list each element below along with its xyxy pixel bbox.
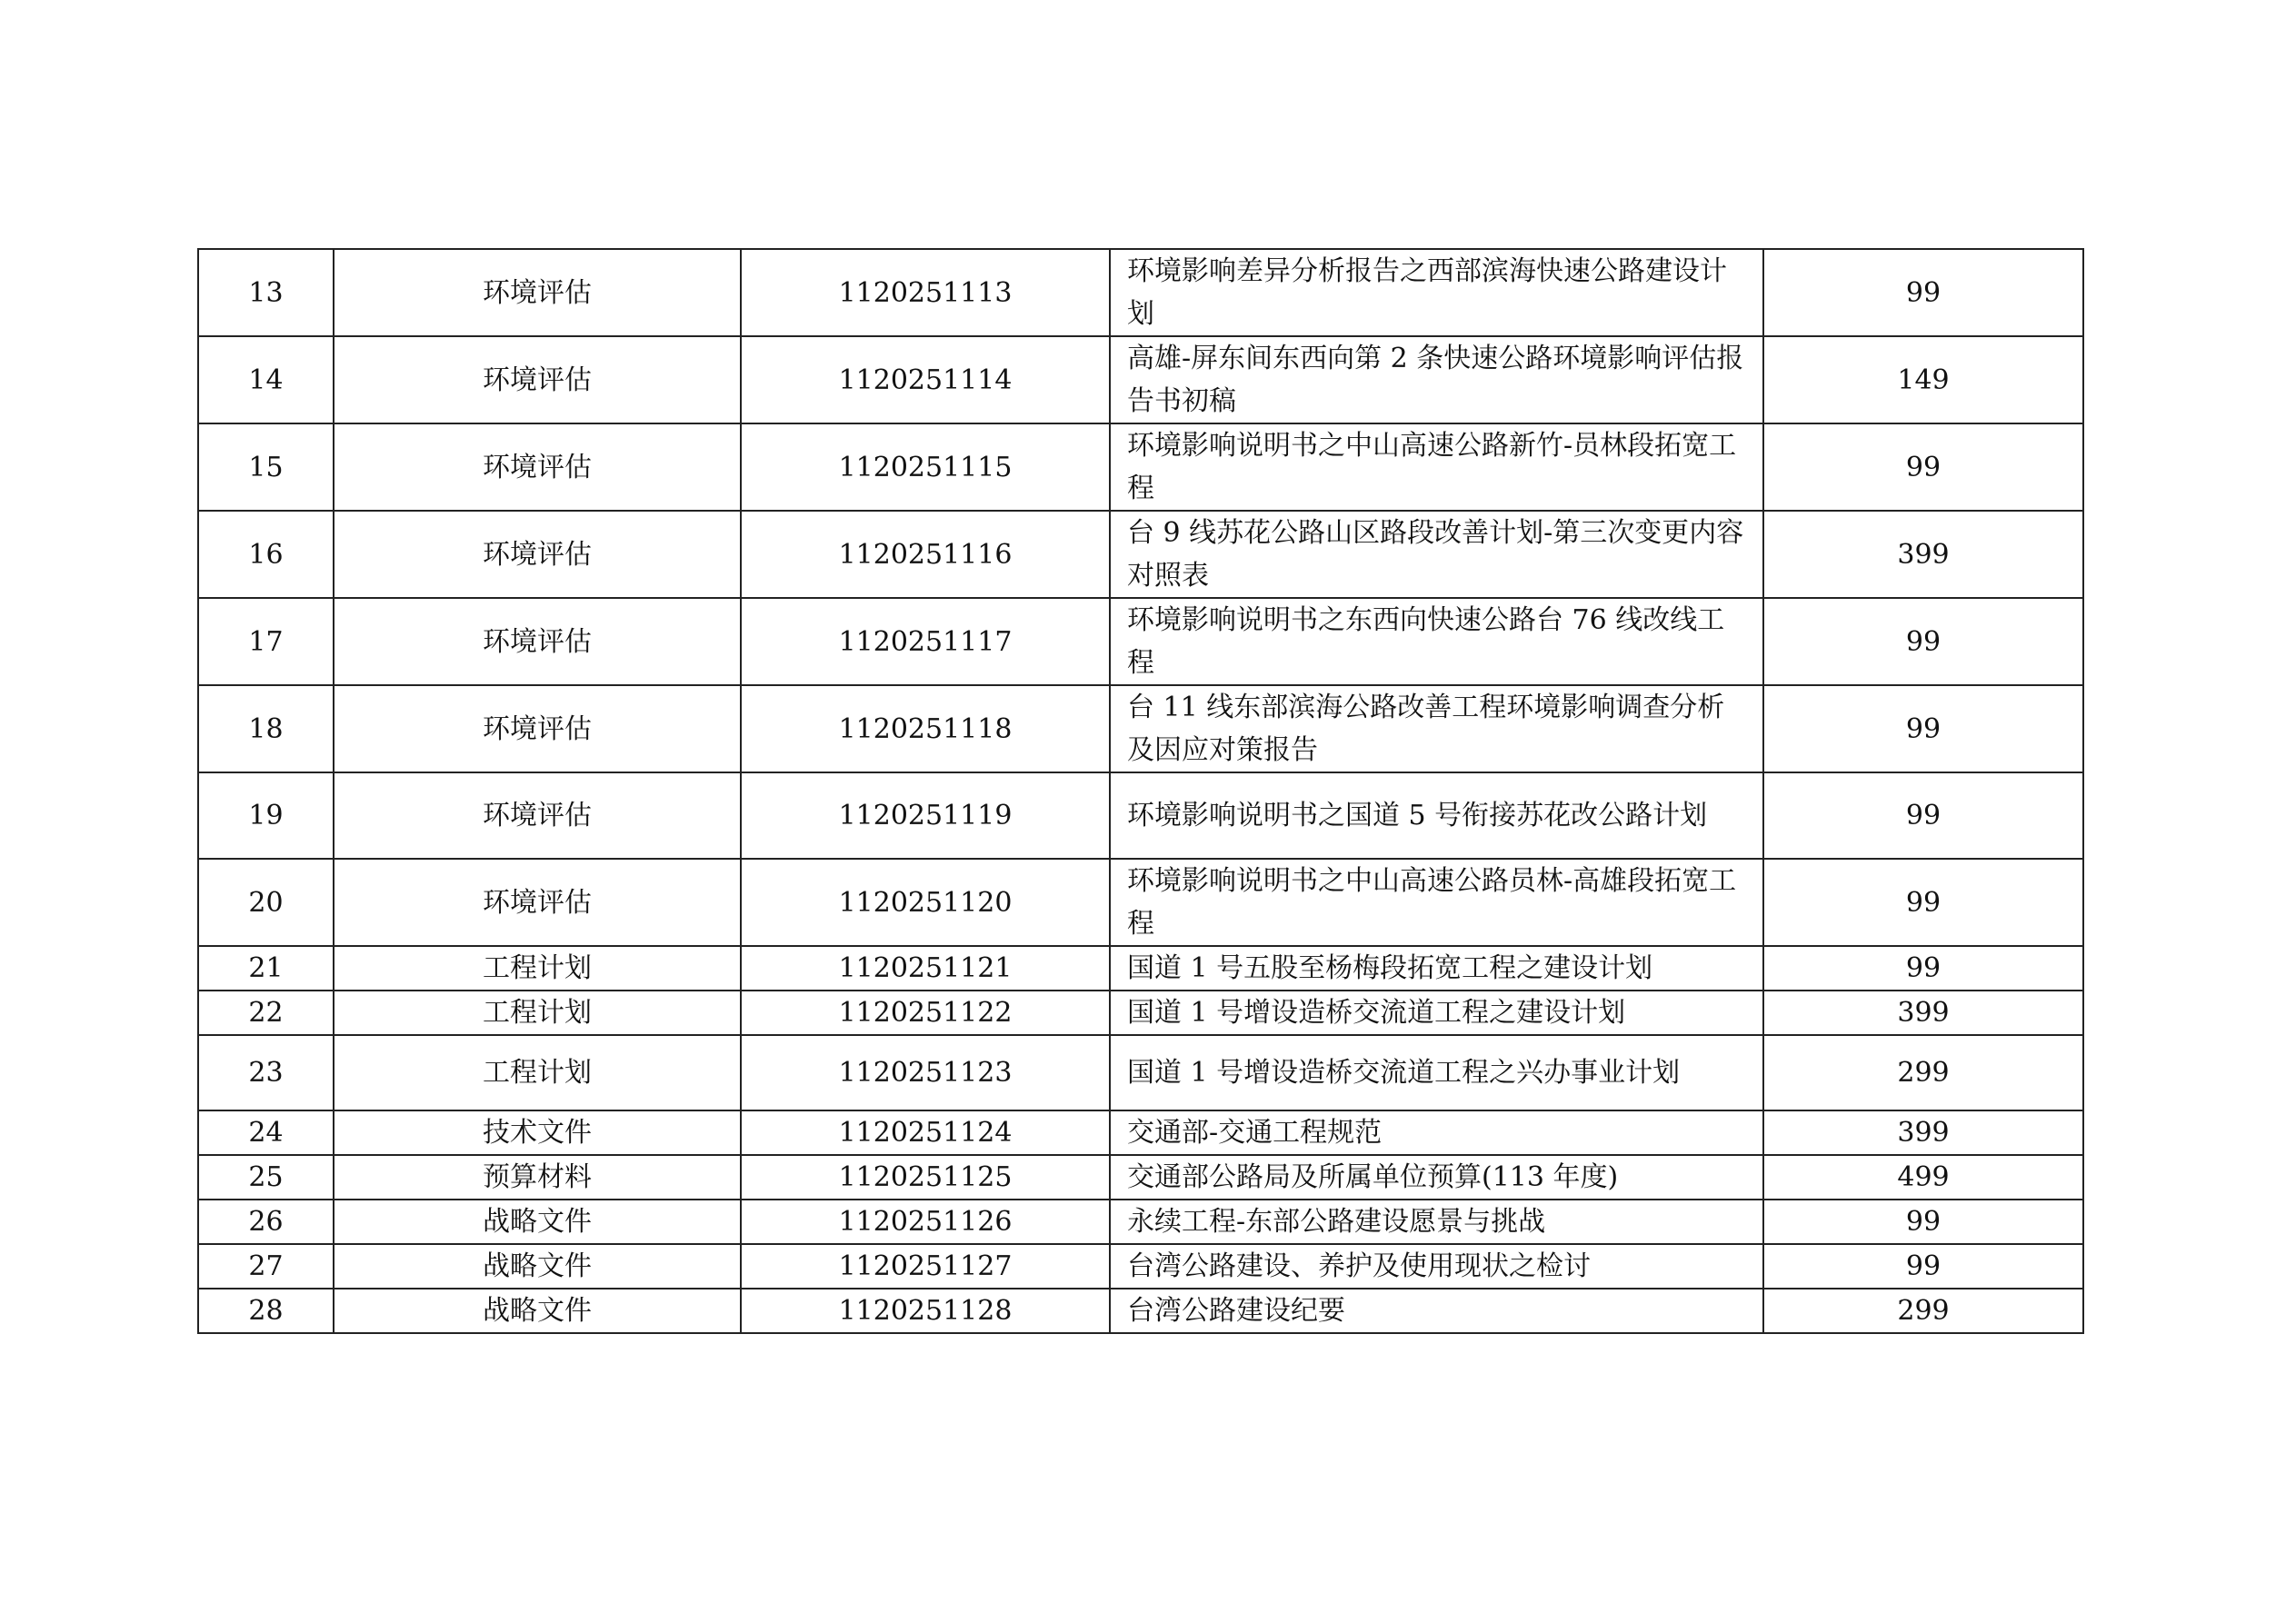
item-code-cell: 1120251114: [741, 336, 1110, 423]
price-cell: 299: [1763, 1289, 2083, 1333]
item-code-cell: 1120251121: [741, 946, 1110, 991]
category-cell: 环境评估: [334, 598, 741, 685]
table-body: [198, 249, 2083, 1333]
table-row: [198, 336, 2083, 423]
document-title-cell: 环境影响说明书之东西向快速公路台 76 线改线工程: [1110, 598, 1763, 685]
table-row: [198, 772, 2083, 859]
row-number-cell: 22: [198, 991, 334, 1035]
row-number-cell: 27: [198, 1244, 334, 1289]
row-number-cell: 24: [198, 1110, 334, 1155]
category-cell: 环境评估: [334, 859, 741, 946]
price-cell: 99: [1763, 598, 2083, 685]
document-title-cell: 台湾公路建设、养护及使用现状之检讨: [1110, 1244, 1763, 1289]
item-code-cell: 1120251128: [741, 1289, 1110, 1333]
price-cell: 99: [1763, 772, 2083, 859]
row-number-cell: 21: [198, 946, 334, 991]
category-cell: 技术文件: [334, 1110, 741, 1155]
price-cell: 399: [1763, 991, 2083, 1035]
document-title-cell: 环境影响差异分析报告之西部滨海快速公路建设计划: [1110, 249, 1763, 336]
table-row: [198, 1035, 2083, 1110]
price-cell: 149: [1763, 336, 2083, 423]
table-row: [198, 1155, 2083, 1200]
category-cell: 环境评估: [334, 249, 741, 336]
document-title-cell: 国道 1 号增设造桥交流道工程之建设计划: [1110, 991, 1763, 1035]
item-code-cell: 1120251119: [741, 772, 1110, 859]
category-cell: 环境评估: [334, 772, 741, 859]
table-row: [198, 685, 2083, 772]
table-row: [198, 1200, 2083, 1244]
row-number-cell: 25: [198, 1155, 334, 1200]
row-number-cell: 20: [198, 859, 334, 946]
price-cell: 299: [1763, 1035, 2083, 1110]
price-cell: 99: [1763, 685, 2083, 772]
table-row: [198, 423, 2083, 511]
document-title-cell: 交通部公路局及所属单位预算(113 年度): [1110, 1155, 1763, 1200]
item-code-cell: 1120251123: [741, 1035, 1110, 1110]
item-code-cell: 1120251120: [741, 859, 1110, 946]
document-title-cell: 环境影响说明书之中山高速公路员林-高雄段拓宽工程: [1110, 859, 1763, 946]
table-row: [198, 598, 2083, 685]
price-cell: 399: [1763, 1110, 2083, 1155]
document-title-cell: 交通部-交通工程规范: [1110, 1110, 1763, 1155]
category-cell: 战略文件: [334, 1200, 741, 1244]
document-title-cell: 国道 1 号五股至杨梅段拓宽工程之建设计划: [1110, 946, 1763, 991]
document-title-cell: 国道 1 号增设造桥交流道工程之兴办事业计划: [1110, 1035, 1763, 1110]
row-number-cell: 19: [198, 772, 334, 859]
table-row: [198, 1289, 2083, 1333]
item-code-cell: 1120251127: [741, 1244, 1110, 1289]
category-cell: 战略文件: [334, 1289, 741, 1333]
row-number-cell: 17: [198, 598, 334, 685]
table-row: [198, 249, 2083, 336]
row-number-cell: 18: [198, 685, 334, 772]
row-number-cell: 26: [198, 1200, 334, 1244]
price-cell: 99: [1763, 859, 2083, 946]
table-row: [198, 1244, 2083, 1289]
category-cell: 环境评估: [334, 423, 741, 511]
item-code-cell: 1120251116: [741, 511, 1110, 598]
document-title-cell: 台 9 线苏花公路山区路段改善计划-第三次变更内容对照表: [1110, 511, 1763, 598]
item-code-cell: 1120251117: [741, 598, 1110, 685]
row-number-cell: 14: [198, 336, 334, 423]
category-cell: 环境评估: [334, 336, 741, 423]
item-code-cell: 1120251122: [741, 991, 1110, 1035]
document-title-cell: 台湾公路建设纪要: [1110, 1289, 1763, 1333]
price-cell: 99: [1763, 423, 2083, 511]
item-code-cell: 1120251118: [741, 685, 1110, 772]
category-cell: 预算材料: [334, 1155, 741, 1200]
price-cell: 499: [1763, 1155, 2083, 1200]
catalog-table: [197, 248, 2084, 1334]
row-number-cell: 15: [198, 423, 334, 511]
table-row: [198, 991, 2083, 1035]
document-title-cell: 高雄-屏东间东西向第 2 条快速公路环境影响评估报告书初稿: [1110, 336, 1763, 423]
category-cell: 工程计划: [334, 1035, 741, 1110]
row-number-cell: 16: [198, 511, 334, 598]
row-number-cell: 23: [198, 1035, 334, 1110]
price-cell: 99: [1763, 1244, 2083, 1289]
document-page: [197, 248, 2082, 1334]
item-code-cell: 1120251115: [741, 423, 1110, 511]
category-cell: 环境评估: [334, 511, 741, 598]
item-code-cell: 1120251124: [741, 1110, 1110, 1155]
item-code-cell: 1120251125: [741, 1155, 1110, 1200]
document-title-cell: 台 11 线东部滨海公路改善工程环境影响调查分析及因应对策报告: [1110, 685, 1763, 772]
document-title-cell: 环境影响说明书之中山高速公路新竹-员林段拓宽工程: [1110, 423, 1763, 511]
price-cell: 99: [1763, 249, 2083, 336]
table-row: [198, 1110, 2083, 1155]
item-code-cell: 1120251113: [741, 249, 1110, 336]
category-cell: 环境评估: [334, 685, 741, 772]
category-cell: 工程计划: [334, 991, 741, 1035]
row-number-cell: 13: [198, 249, 334, 336]
table-row: [198, 946, 2083, 991]
row-number-cell: 28: [198, 1289, 334, 1333]
price-cell: 99: [1763, 1200, 2083, 1244]
price-cell: 399: [1763, 511, 2083, 598]
document-title-cell: 永续工程-东部公路建设愿景与挑战: [1110, 1200, 1763, 1244]
table-row: [198, 859, 2083, 946]
document-title-cell: 环境影响说明书之国道 5 号衔接苏花改公路计划: [1110, 772, 1763, 859]
category-cell: 工程计划: [334, 946, 741, 991]
item-code-cell: 1120251126: [741, 1200, 1110, 1244]
price-cell: 99: [1763, 946, 2083, 991]
table-row: [198, 511, 2083, 598]
category-cell: 战略文件: [334, 1244, 741, 1289]
